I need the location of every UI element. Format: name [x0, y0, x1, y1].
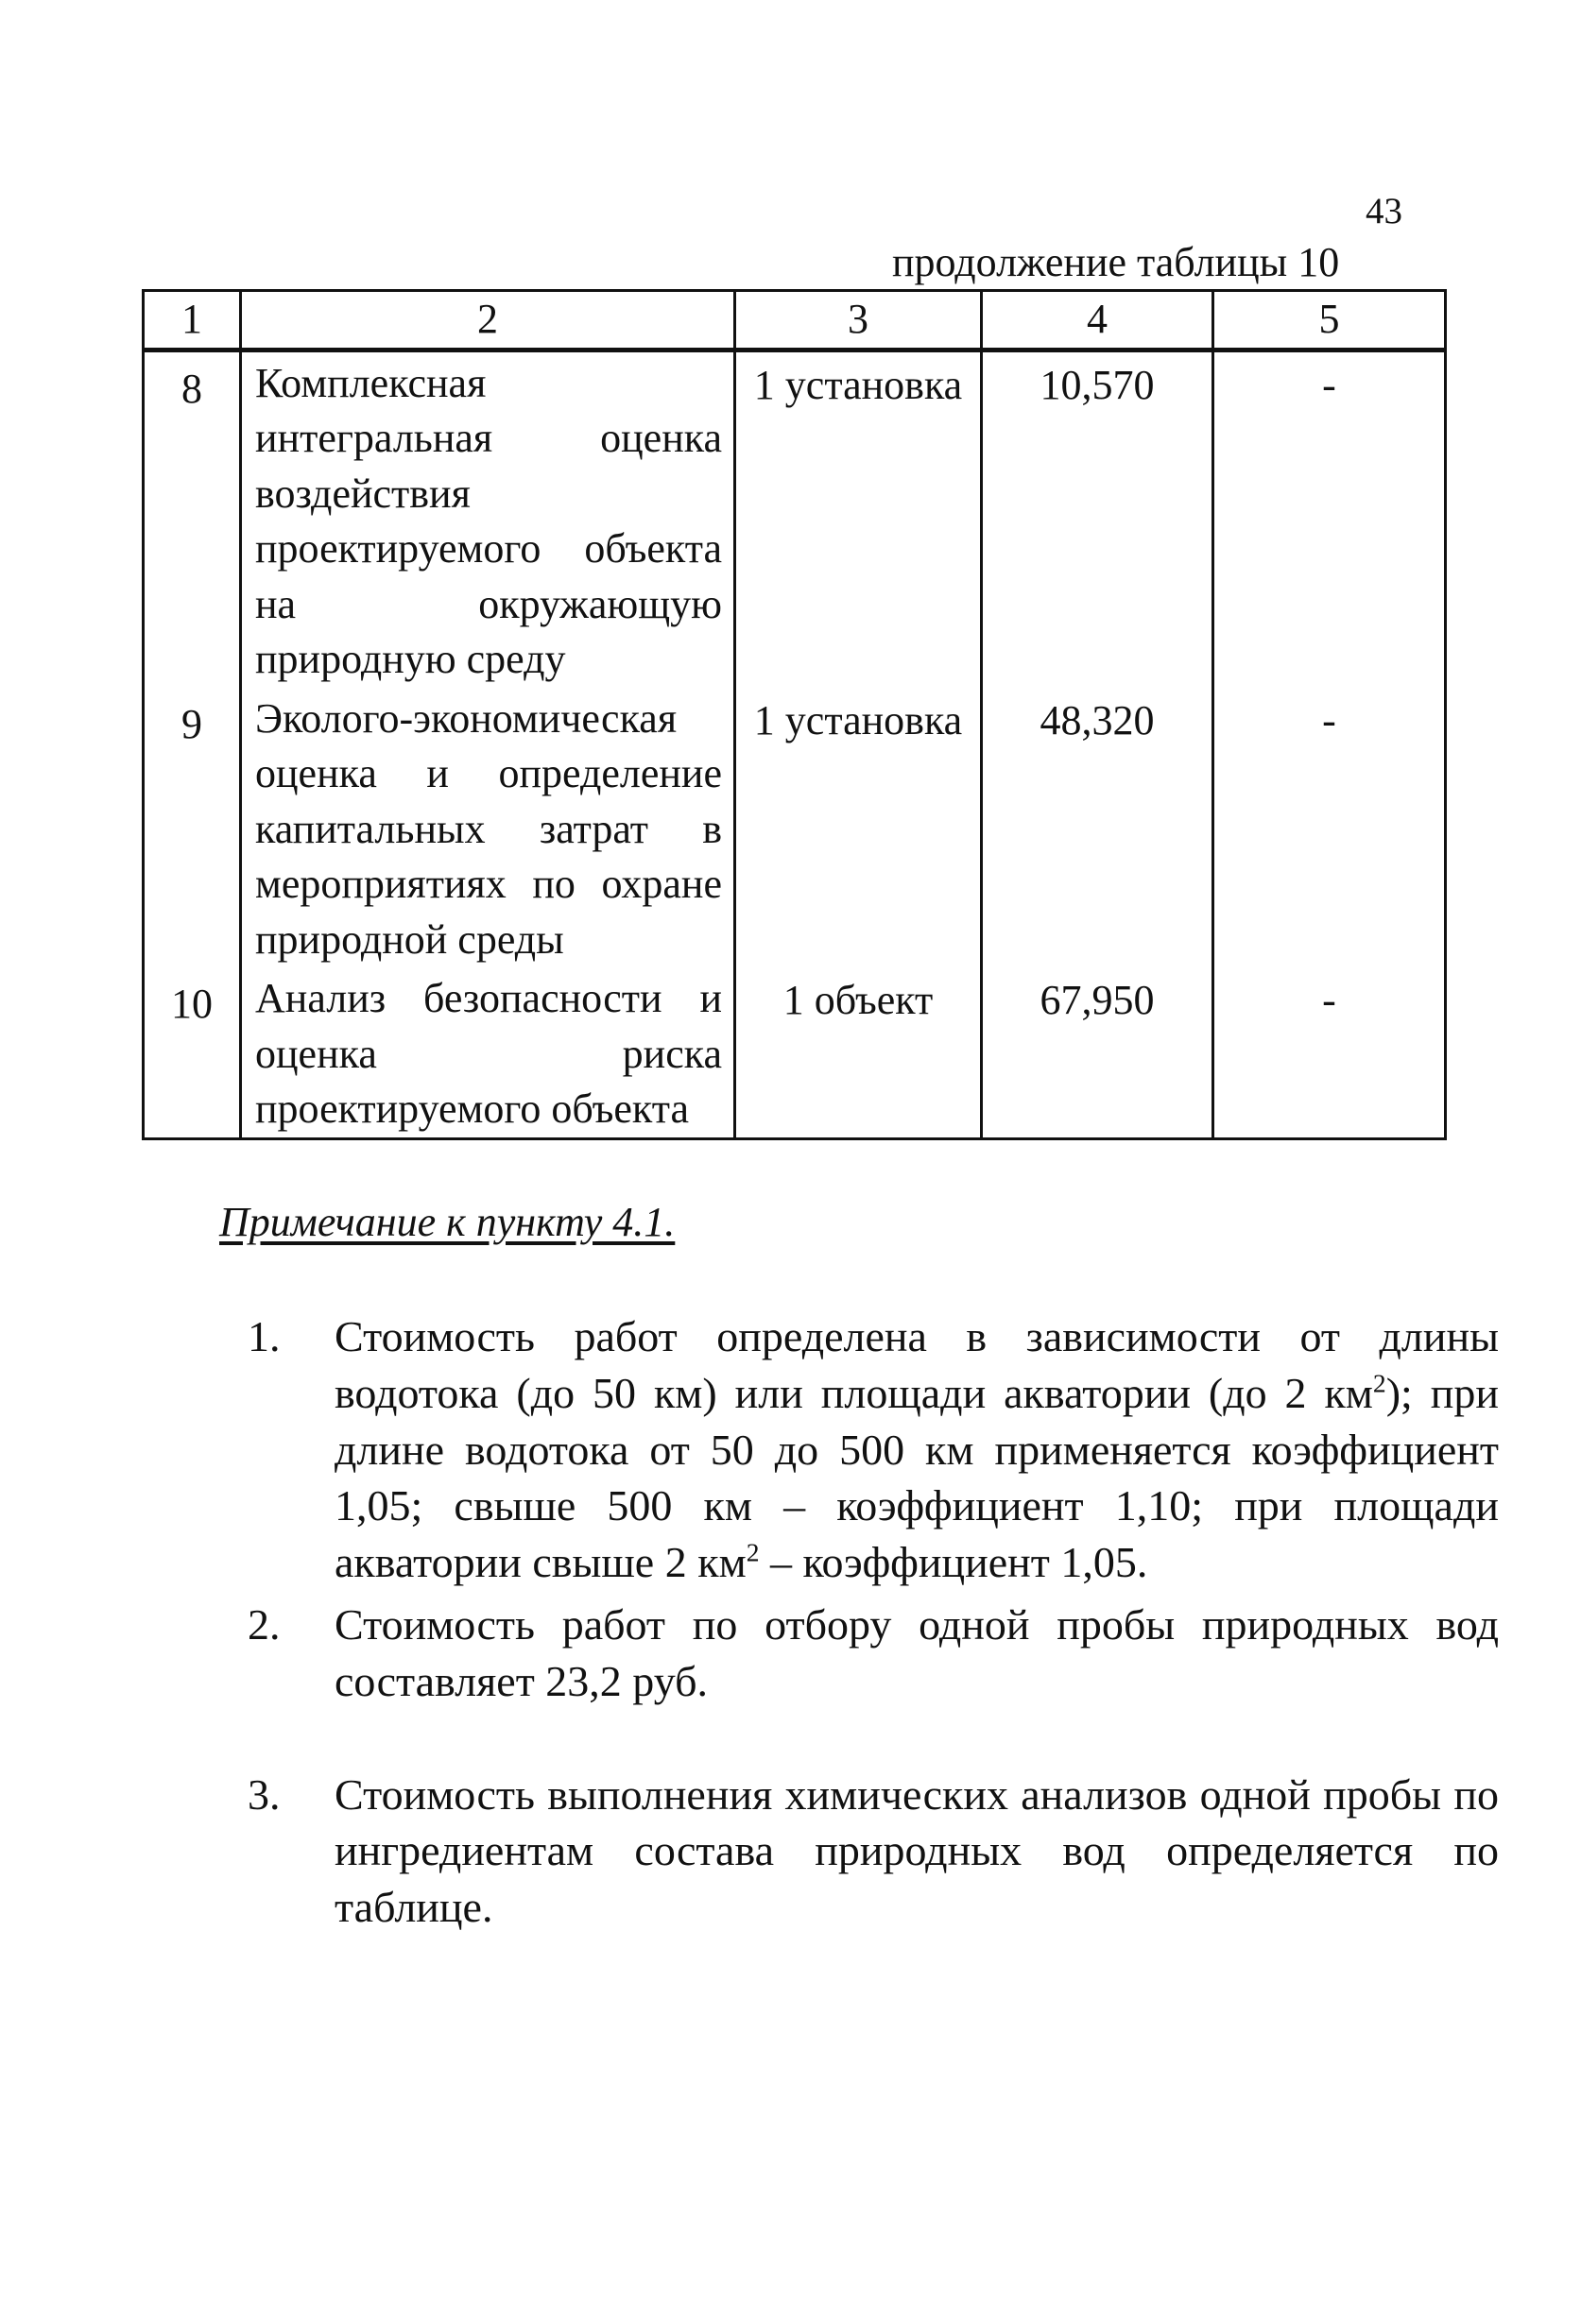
superscript: 2	[1372, 1368, 1386, 1398]
extra-value: -	[1213, 688, 1446, 968]
extra-value: -	[1213, 967, 1446, 1138]
note-number: 1.	[248, 1312, 281, 1360]
price-value: 48,320	[982, 688, 1213, 968]
row-number: 9	[144, 688, 241, 968]
row-number: 8	[144, 350, 241, 688]
price-value: 67,950	[982, 967, 1213, 1138]
table-row	[144, 688, 1446, 968]
column-header: 4	[982, 291, 1213, 350]
table-header-row	[144, 291, 1446, 350]
table-continuation-caption: продолжение таблицы 10	[892, 239, 1340, 285]
note-item	[248, 1767, 1499, 1936]
work-name: Эколого-экономическая оценка и определение капитальных затрат в мероприятиях по охране природной среды	[241, 688, 735, 968]
measure-unit: 1 объект	[735, 967, 982, 1138]
column-header: 2	[241, 291, 735, 350]
page-number: 43	[1366, 191, 1402, 231]
note-number: 2.	[248, 1599, 281, 1649]
table-row	[144, 967, 1446, 1138]
note-text: Стоимость выполнения химических анализов одной пробы по ингредиентам состава природных вод определяется по таблице.	[335, 1769, 1499, 1932]
note-text-part: ); при длине водотока от 50 до 500 км применяется коэффициент 1,05; свыше 500 км – коэффициент 1,10; при площади акватории свыше 2 км	[335, 1368, 1499, 1587]
notes-list	[248, 1308, 1499, 1936]
note-text: Стоимость работ по отбору одной пробы природных вод составляет 23,2 руб.	[335, 1599, 1499, 1705]
column-header: 3	[735, 291, 982, 350]
work-name: Анализ безопасности и оценка риска проектируемого объекта	[241, 967, 735, 1138]
extra-value: -	[1213, 350, 1446, 688]
work-name: Комплексная интегральная оценка воздействия проектируемого объекта на окружающую природную среду	[241, 350, 735, 688]
table-row	[144, 350, 1446, 688]
note-item	[248, 1308, 1499, 1591]
cost-table	[142, 289, 1447, 1140]
note-item	[248, 1597, 1499, 1710]
superscript: 2	[746, 1537, 760, 1567]
column-header: 1	[144, 291, 241, 350]
note-text-part: Стоимость работ определена в зависимости от длины водотока (до 50 км) или площади акватории (до 2 км	[335, 1312, 1499, 1417]
measure-unit: 1 установка	[735, 350, 982, 688]
price-value: 10,570	[982, 350, 1213, 688]
column-header: 5	[1213, 291, 1446, 350]
measure-unit: 1 установка	[735, 688, 982, 968]
note-text-part: – коэффициент 1,05.	[759, 1538, 1148, 1587]
note-text	[335, 1308, 1499, 1591]
row-number: 10	[144, 967, 241, 1138]
note-title: Примечание к пункту 4.1.	[219, 1199, 676, 1245]
note-number: 3.	[248, 1769, 281, 1819]
